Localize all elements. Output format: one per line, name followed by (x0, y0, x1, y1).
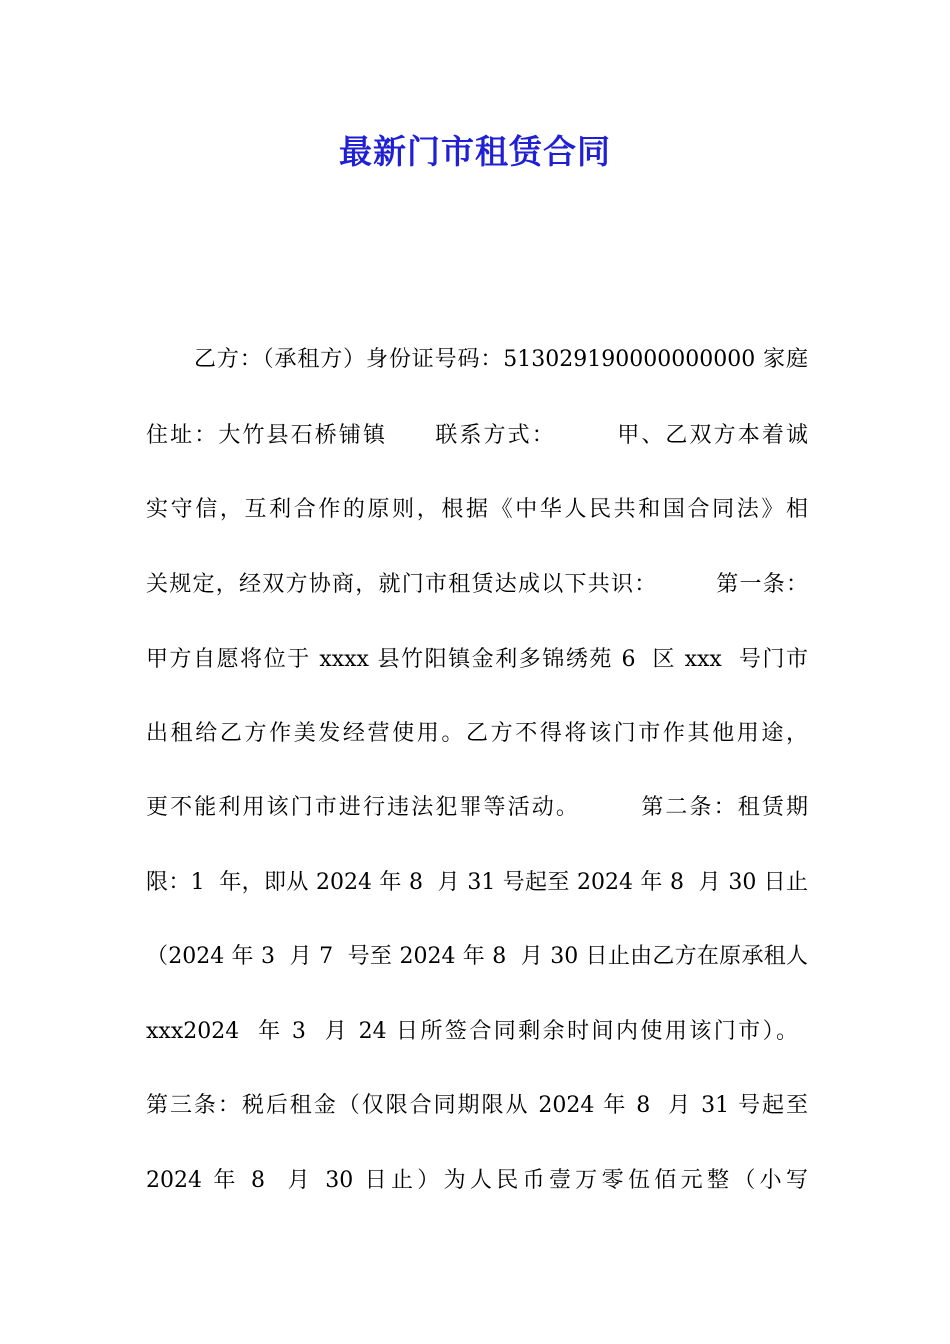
document-title: 最新门市租赁合同 (339, 132, 611, 171)
body-line-5: 甲方自愿将位于 xxxx 县竹阳镇金利多锦绣苑 6 区 xxx 号门市 (146, 647, 808, 672)
body-line-10: xxx2024 年 3 月 24 日所签合同剩余时间内使用该门市）。 (146, 1019, 798, 1044)
body-line-3: 实守信，互利合作的原则，根据《中华人民共和国合同法》相 (146, 497, 808, 522)
body-line-9: （2024 年 3 月 7 号至 2024 年 8 月 30 日止由乙方在原承租人 (146, 944, 808, 969)
body-line-4: 关规定，经双方协商，就门市租赁达成以下共识： 第一条： (146, 572, 808, 597)
body-line-8: 限：1 年，即从 2024 年 8 月 31 号起至 2024 年 8 月 30 日止 (146, 870, 808, 895)
body-line-6: 出租给乙方作美发经营使用。乙方不得将该门市作其他用途， (146, 721, 808, 746)
body-line-12: 2024 年 8 月 30 日止）为人民币壹万零伍佰元整（小写 (146, 1168, 808, 1193)
body-line-1: 乙方：（承租方）身份证号码：513029190000000000 家庭 (194, 347, 808, 372)
body-line-7: 更不能利用该门市进行违法犯罪等活动。 第二条：租赁期 (146, 795, 808, 820)
body-line-11: 第三条：税后租金（仅限合同期限从 2024 年 8 月 31 号起至 (146, 1093, 808, 1118)
body-line-2: 住址：大竹县石桥铺镇 联系方式： 甲、乙双方本着诚 (146, 423, 808, 448)
